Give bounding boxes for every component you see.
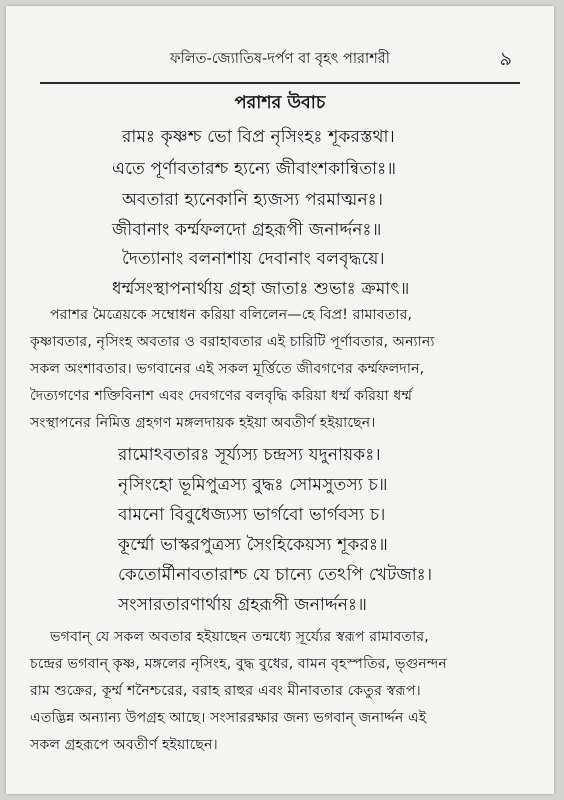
header-title: ফলিত-জ্যোতিষ-দর্পণ বা বৃহৎ পারাশরী — [170, 51, 390, 67]
verse-line: বামনো বিবুধেজ্যস্য ভার্গবো ভার্গবস্য চ। — [118, 505, 386, 525]
verse-line: জীবানাং কর্ম্মফলদো গ্রহরূপী জনার্দ্দনঃ॥ — [112, 220, 382, 240]
verse-line: এতে পূর্ণাবতারশ্চ হ্যন্যে জীবাংশকান্বিতাঃ॥ — [112, 159, 397, 179]
paragraph-line: এতদ্ভিন্ন অন্যান্য উপগ্রহ আছে। সংসাররক্ষার জন্য ভগবান্ জনার্দ্দন এই — [30, 710, 427, 726]
paragraph-line: রাম শুক্রের, কূর্ম্ম শনৈশ্চরের, বরাহ রাহুর এবং মীনাবতার কেতুর স্বরূপ। — [30, 683, 421, 699]
book-page — [6, 6, 554, 794]
verse-line: অবতারা হ্যনেকানি হ্যজস্য পরমাত্মনঃ। — [122, 190, 384, 210]
verse-line: কেতোর্মীনাবতারাশ্চ যে চান্যে তেঽপি খেটজাঃ। — [118, 565, 433, 585]
paragraph-line: সংস্থাপনের নিমিত্ত গ্রহগণ মঙ্গলদায়ক হইয়া অবতীর্ণ হইয়াছেন। — [30, 415, 376, 431]
verse-line: ধর্ম্মসংস্থাপনার্থায় গ্রহা জাতাঃ শুভাঃ ক্রমাৎ॥ — [112, 279, 410, 299]
verse-line: কূর্ম্মো ভাস্করপুত্রস্য সৈংহিকেয়স্য শূকরঃ॥ — [118, 535, 388, 555]
verse-line: রামঃ কৃষ্ণশ্চ ভো বিপ্র নৃসিংহঃ শূকরস্তথা। — [122, 127, 395, 147]
header-rule — [40, 82, 520, 84]
paragraph-line: চন্দ্রের ভগবান্ কৃষ্ণ, মঙ্গলের নৃসিংহ, বুদ্ধ বুধের, বামন বৃহস্পতির, ভৃগুনন্দন — [30, 656, 448, 672]
paragraph-line: সকল অংশাবতার। ভগবানের এই সকল মূর্ত্তিতে জীবগণের কর্ম্মফলদান, — [30, 361, 425, 377]
paragraph-line: কৃষ্ণাবতার, নৃসিংহ অবতার ও বরাহাবতার এই চারিটি পূর্ণাবতার, অন্যান্য — [30, 334, 435, 350]
verse-line: সংসারতারণার্থায় গ্রহরূপী জনার্দ্দনঃ॥ — [118, 595, 368, 615]
verse-line: নৃসিংহো ভূমিপুত্রস্য বুদ্ধঃ সোমসুতস্য চ॥ — [118, 475, 388, 495]
section-heading: পরাশর উবাচ — [234, 93, 326, 113]
paragraph-line: দৈত্যগণের শক্তিবিনাশ এবং দেবগণের বলবৃদ্ধি করিয়া ধর্ম্ম করিয়া ধর্ম্ম — [30, 388, 413, 404]
running-header — [6, 42, 554, 76]
paragraph-line: পরাশর মৈত্রেয়কে সম্বোধন করিয়া বলিলেন—হে বিপ্র! রামাবতার, — [50, 307, 413, 323]
paragraph-line: সকল গ্রহরূপে অবতীর্ণ হইয়াছেন। — [30, 737, 218, 753]
paragraph-line: ভগবান্ যে সকল অবতার হইয়াছেন তন্মধ্যে সূর্য্যের স্বরূপ রামাবতার, — [50, 629, 429, 645]
page-number: ৯ — [499, 48, 512, 70]
verse-line: দৈত্যানাং বলনাশায় দেবানাং বলবৃদ্ধয়ে। — [122, 249, 385, 269]
verse-line: রামোঽবতারঃ সূর্য্যস্য চন্দ্রস্য যদুনায়কঃ। — [118, 445, 381, 465]
